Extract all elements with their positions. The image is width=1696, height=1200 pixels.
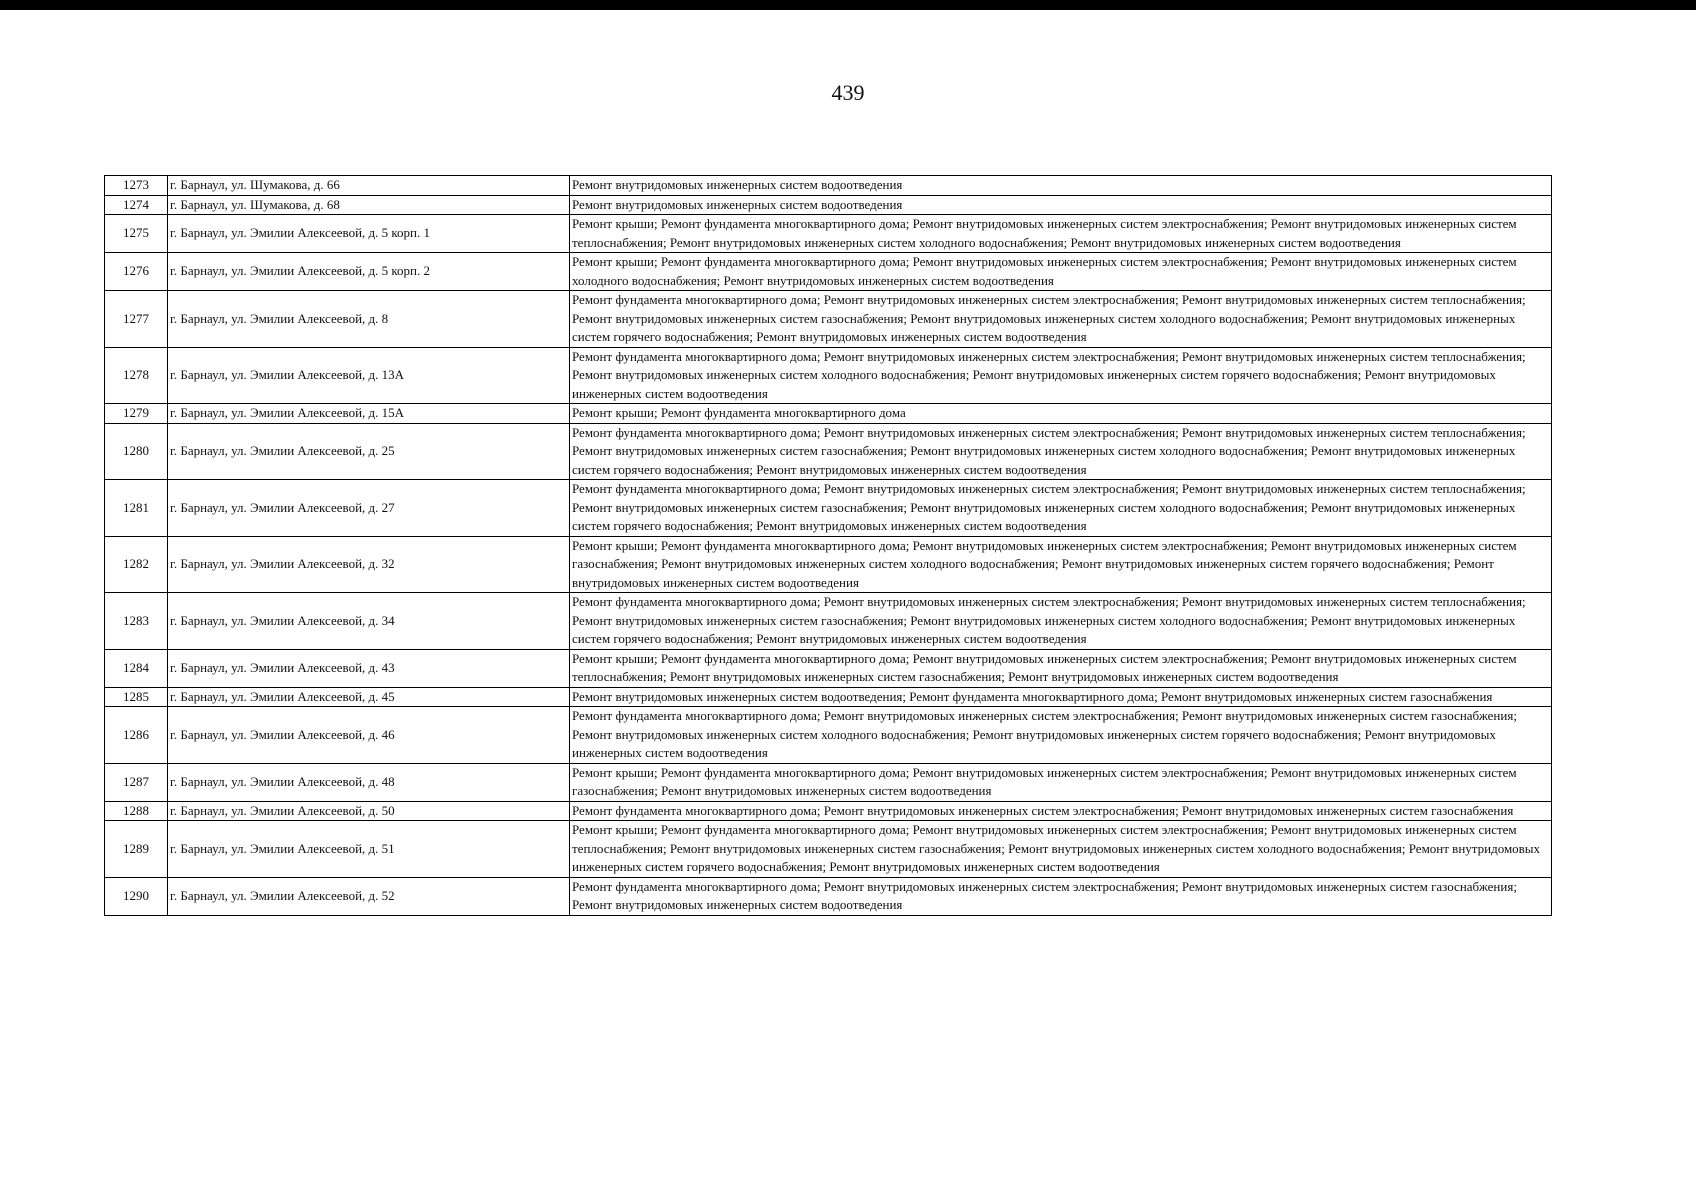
- row-number: 1286: [105, 707, 168, 764]
- row-address: г. Барнаул, ул. Эмилии Алексеевой, д. 5 корп. 2: [168, 253, 570, 291]
- table-row: [105, 423, 1552, 480]
- row-number: 1284: [105, 649, 168, 687]
- row-address: г. Барнаул, ул. Эмилии Алексеевой, д. 34: [168, 593, 570, 650]
- row-number: 1288: [105, 801, 168, 821]
- row-address: г. Барнаул, ул. Эмилии Алексеевой, д. 5 корп. 1: [168, 215, 570, 253]
- row-address: г. Барнаул, ул. Эмилии Алексеевой, д. 25: [168, 423, 570, 480]
- row-work-types: Ремонт внутридомовых инженерных систем водоотведения; Ремонт фундамента многоквартирного дома; Ремонт внутридомовых инженерных систем газоснабжения: [570, 687, 1552, 707]
- row-number: 1289: [105, 821, 168, 878]
- table-row: [105, 821, 1552, 878]
- row-work-types: Ремонт фундамента многоквартирного дома; Ремонт внутридомовых инженерных систем электроснабжения; Ремонт внутридомовых инженерных систем газоснабжения; Ремонт внутридомовых инженерных систем водоотведения: [570, 877, 1552, 915]
- row-work-types: Ремонт фундамента многоквартирного дома; Ремонт внутридомовых инженерных систем электроснабжения; Ремонт внутридомовых инженерных систем теплоснабжения; Ремонт внутридомовых инженерных систем газоснабжения; Ремонт внутридомовых инженерных систем холодного водоснабжения; Ремонт внутридомовых инженерных систем горячего водоснабжения; Ремонт внутридомовых инженерных систем водоотведения: [570, 291, 1552, 348]
- row-address: г. Барнаул, ул. Эмилии Алексеевой, д. 45: [168, 687, 570, 707]
- table-row: [105, 291, 1552, 348]
- table-row: [105, 195, 1552, 215]
- table-row: [105, 347, 1552, 404]
- row-work-types: Ремонт фундамента многоквартирного дома; Ремонт внутридомовых инженерных систем электроснабжения; Ремонт внутридомовых инженерных систем теплоснабжения; Ремонт внутридомовых инженерных систем холодного водоснабжения; Ремонт внутридомовых инженерных систем горячего водоснабжения; Ремонт внутридомовых инженерных систем водоотведения: [570, 347, 1552, 404]
- row-number: 1280: [105, 423, 168, 480]
- row-number: 1281: [105, 480, 168, 537]
- table-row: [105, 649, 1552, 687]
- table-row: [105, 176, 1552, 196]
- table-row: [105, 253, 1552, 291]
- row-work-types: Ремонт крыши; Ремонт фундамента многоквартирного дома; Ремонт внутридомовых инженерных систем электроснабжения; Ремонт внутридомовых инженерных систем холодного водоснабжения; Ремонт внутридомовых инженерных систем водоотведения: [570, 253, 1552, 291]
- row-address: г. Барнаул, ул. Эмилии Алексеевой, д. 43: [168, 649, 570, 687]
- row-address: г. Барнаул, ул. Эмилии Алексеевой, д. 48: [168, 763, 570, 801]
- row-work-types: Ремонт фундамента многоквартирного дома; Ремонт внутридомовых инженерных систем электроснабжения; Ремонт внутридомовых инженерных систем теплоснабжения; Ремонт внутридомовых инженерных систем газоснабжения; Ремонт внутридомовых инженерных систем холодного водоснабжения; Ремонт внутридомовых инженерных систем горячего водоснабжения; Ремонт внутридомовых инженерных систем водоотведения: [570, 480, 1552, 537]
- row-work-types: Ремонт фундамента многоквартирного дома; Ремонт внутридомовых инженерных систем электроснабжения; Ремонт внутридомовых инженерных систем газоснабжения; Ремонт внутридомовых инженерных систем холодного водоснабжения; Ремонт внутридомовых инженерных систем горячего водоснабжения; Ремонт внутридомовых инженерных систем водоотведения: [570, 707, 1552, 764]
- row-address: г. Барнаул, ул. Шумакова, д. 68: [168, 195, 570, 215]
- row-number: 1283: [105, 593, 168, 650]
- page-number: 439: [831, 80, 865, 105]
- table-row: [105, 801, 1552, 821]
- scan-top-edge: [0, 0, 1696, 10]
- row-address: г. Барнаул, ул. Эмилии Алексеевой, д. 32: [168, 536, 570, 593]
- table-row: [105, 404, 1552, 424]
- table-row: [105, 763, 1552, 801]
- row-number: 1285: [105, 687, 168, 707]
- table-row: [105, 687, 1552, 707]
- row-work-types: Ремонт крыши; Ремонт фундамента многоквартирного дома; Ремонт внутридомовых инженерных систем электроснабжения; Ремонт внутридомовых инженерных систем газоснабжения; Ремонт внутридомовых инженерных систем холодного водоснабжения; Ремонт внутридомовых инженерных систем горячего водоснабжения; Ремонт внутридомовых инженерных систем водоотведения: [570, 536, 1552, 593]
- row-work-types: Ремонт крыши; Ремонт фундамента многоквартирного дома; Ремонт внутридомовых инженерных систем электроснабжения; Ремонт внутридомовых инженерных систем газоснабжения; Ремонт внутридомовых инженерных систем водоотведения: [570, 763, 1552, 801]
- row-number: 1273: [105, 176, 168, 196]
- row-work-types: Ремонт фундамента многоквартирного дома; Ремонт внутридомовых инженерных систем электроснабжения; Ремонт внутридомовых инженерных систем газоснабжения: [570, 801, 1552, 821]
- row-address: г. Барнаул, ул. Эмилии Алексеевой, д. 15А: [168, 404, 570, 424]
- row-address: г. Барнаул, ул. Шумакова, д. 66: [168, 176, 570, 196]
- row-address: г. Барнаул, ул. Эмилии Алексеевой, д. 52: [168, 877, 570, 915]
- row-number: 1277: [105, 291, 168, 348]
- table-row: [105, 536, 1552, 593]
- row-number: 1282: [105, 536, 168, 593]
- row-work-types: Ремонт крыши; Ремонт фундамента многоквартирного дома; Ремонт внутридомовых инженерных систем электроснабжения; Ремонт внутридомовых инженерных систем теплоснабжения; Ремонт внутридомовых инженерных систем газоснабжения; Ремонт внутридомовых инженерных систем холодного водоснабжения; Ремонт внутридомовых инженерных систем горячего водоснабжения; Ремонт внутридомовых инженерных систем водоотведения: [570, 821, 1552, 878]
- row-work-types: Ремонт внутридомовых инженерных систем водоотведения: [570, 195, 1552, 215]
- row-address: г. Барнаул, ул. Эмилии Алексеевой, д. 51: [168, 821, 570, 878]
- row-work-types: Ремонт крыши; Ремонт фундамента многоквартирного дома: [570, 404, 1552, 424]
- row-number: 1274: [105, 195, 168, 215]
- row-number: 1275: [105, 215, 168, 253]
- row-work-types: Ремонт крыши; Ремонт фундамента многоквартирного дома; Ремонт внутридомовых инженерных систем электроснабжения; Ремонт внутридомовых инженерных систем теплоснабжения; Ремонт внутридомовых инженерных систем холодного водоснабжения; Ремонт внутридомовых инженерных систем водоотведения: [570, 215, 1552, 253]
- repair-register-table: [104, 175, 1552, 916]
- row-address: г. Барнаул, ул. Эмилии Алексеевой, д. 27: [168, 480, 570, 537]
- row-number: 1279: [105, 404, 168, 424]
- row-number: 1290: [105, 877, 168, 915]
- row-work-types: Ремонт фундамента многоквартирного дома; Ремонт внутридомовых инженерных систем электроснабжения; Ремонт внутридомовых инженерных систем теплоснабжения; Ремонт внутридомовых инженерных систем газоснабжения; Ремонт внутридомовых инженерных систем холодного водоснабжения; Ремонт внутридомовых инженерных систем горячего водоснабжения; Ремонт внутридомовых инженерных систем водоотведения: [570, 593, 1552, 650]
- row-number: 1278: [105, 347, 168, 404]
- table-row: [105, 877, 1552, 915]
- row-address: г. Барнаул, ул. Эмилии Алексеевой, д. 8: [168, 291, 570, 348]
- row-number: 1287: [105, 763, 168, 801]
- row-work-types: Ремонт фундамента многоквартирного дома; Ремонт внутридомовых инженерных систем электроснабжения; Ремонт внутридомовых инженерных систем теплоснабжения; Ремонт внутридомовых инженерных систем газоснабжения; Ремонт внутридомовых инженерных систем холодного водоснабжения; Ремонт внутридомовых инженерных систем горячего водоснабжения; Ремонт внутридомовых инженерных систем водоотведения: [570, 423, 1552, 480]
- row-number: 1276: [105, 253, 168, 291]
- row-work-types: Ремонт внутридомовых инженерных систем водоотведения: [570, 176, 1552, 196]
- table-row: [105, 593, 1552, 650]
- row-work-types: Ремонт крыши; Ремонт фундамента многоквартирного дома; Ремонт внутридомовых инженерных систем электроснабжения; Ремонт внутридомовых инженерных систем теплоснабжения; Ремонт внутридомовых инженерных систем газоснабжения; Ремонт внутридомовых инженерных систем водоотведения: [570, 649, 1552, 687]
- table-row: [105, 707, 1552, 764]
- row-address: г. Барнаул, ул. Эмилии Алексеевой, д. 50: [168, 801, 570, 821]
- row-address: г. Барнаул, ул. Эмилии Алексеевой, д. 46: [168, 707, 570, 764]
- register-table-body: [105, 176, 1552, 916]
- row-address: г. Барнаул, ул. Эмилии Алексеевой, д. 13А: [168, 347, 570, 404]
- table-row: [105, 480, 1552, 537]
- table-row: [105, 215, 1552, 253]
